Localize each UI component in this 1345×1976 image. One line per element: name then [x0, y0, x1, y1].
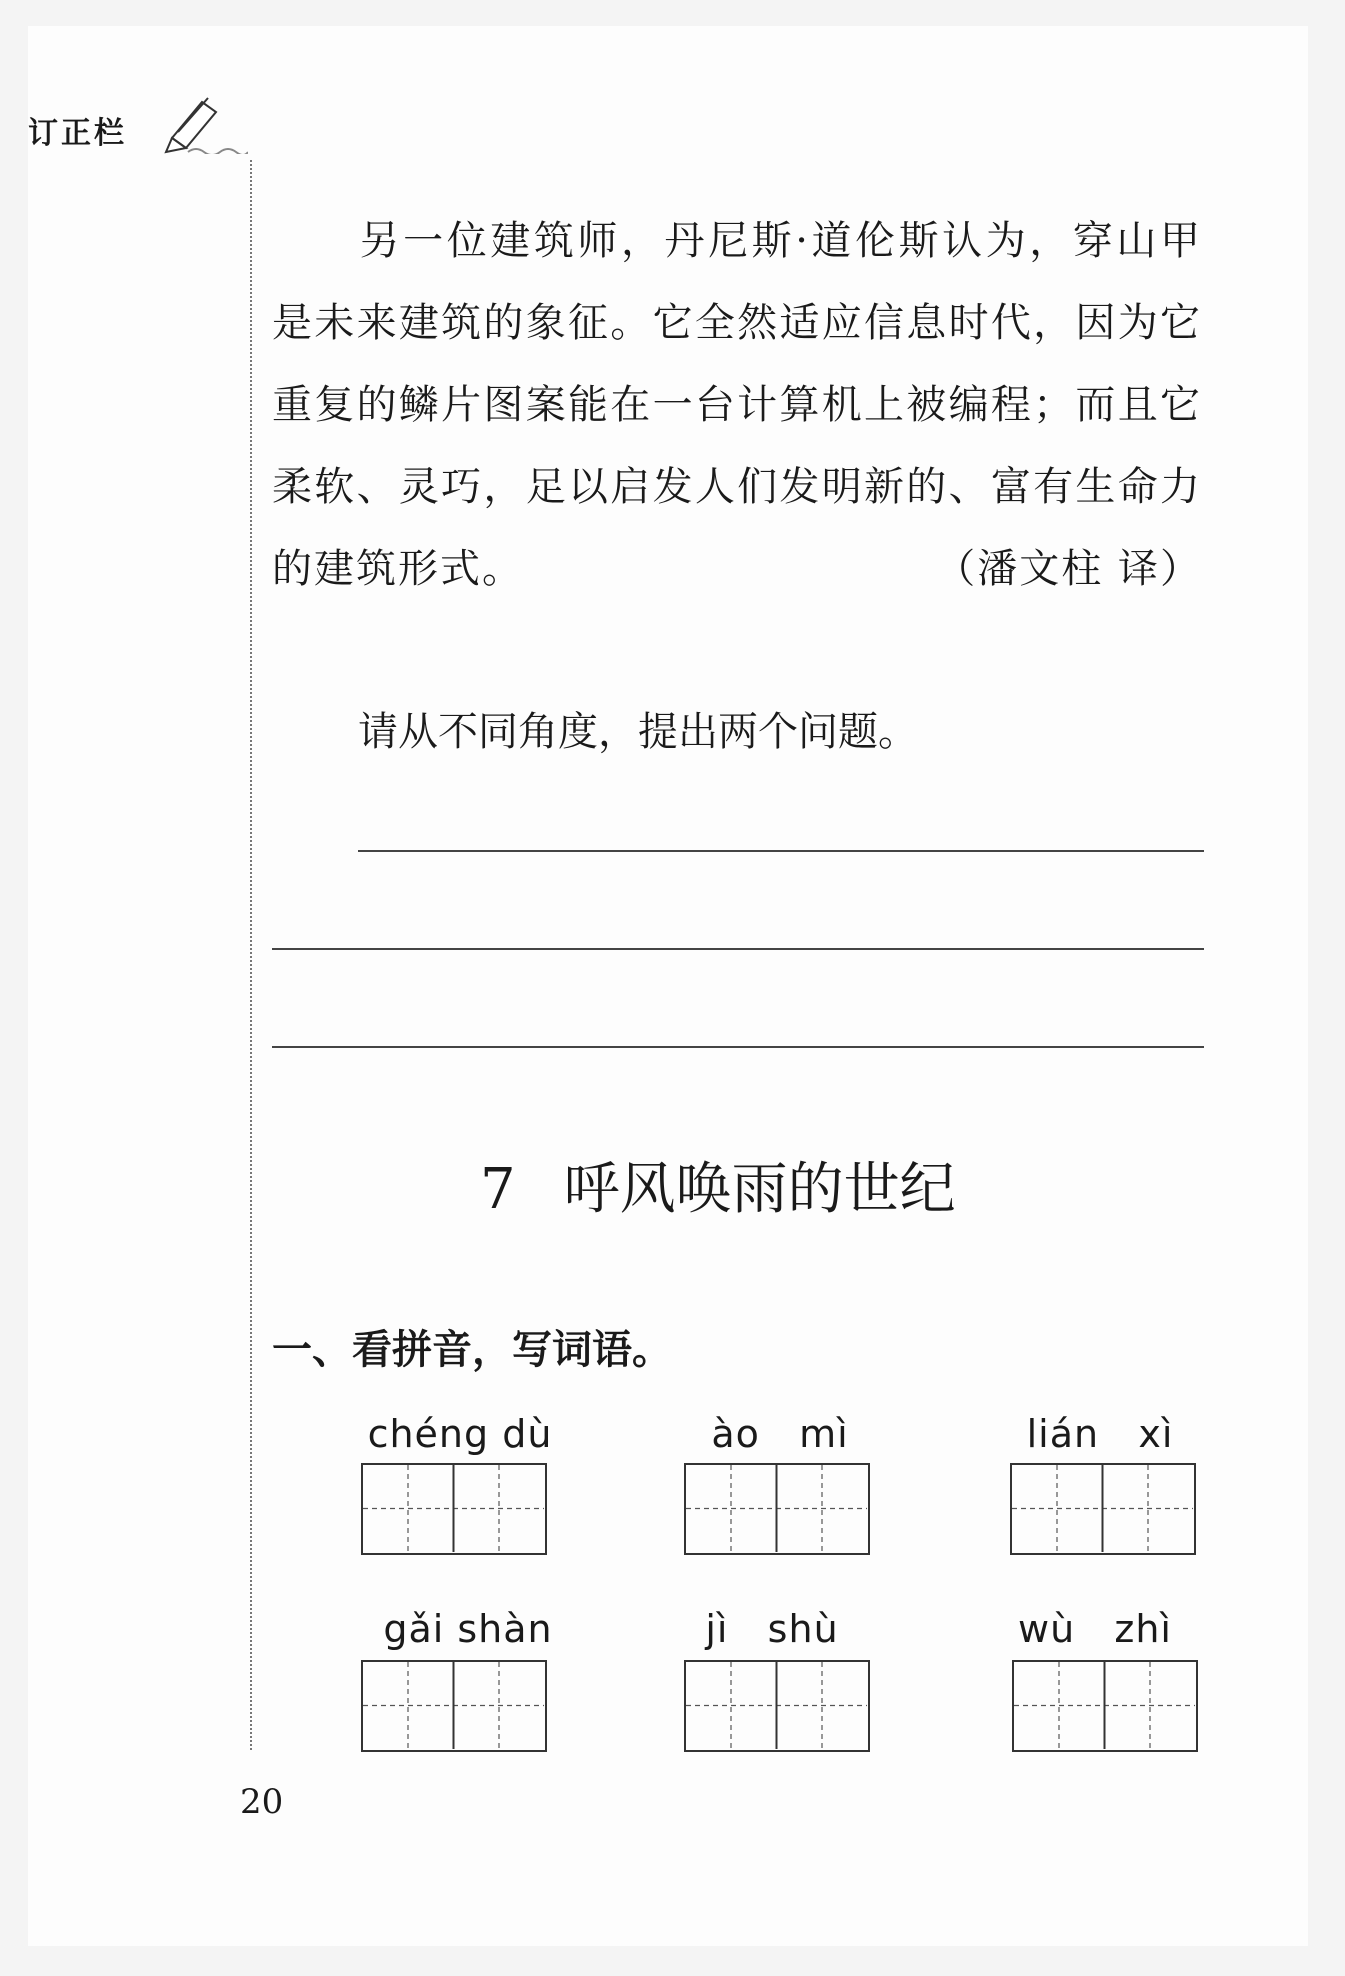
writing-grid[interactable] [684, 1660, 870, 1752]
reading-paragraph [272, 200, 1202, 610]
pinyin-label: gǎi shàn [383, 1607, 553, 1651]
answer-line[interactable] [358, 850, 1204, 852]
pinyin-label: wù zhì [1018, 1607, 1172, 1651]
writing-grid[interactable] [684, 1463, 870, 1555]
pinyin-label: chéng dù [367, 1412, 553, 1456]
exercise-heading: 一、看拼音，写词语。 [272, 1327, 672, 1373]
pinyin-label: lián xì [1026, 1412, 1174, 1456]
writing-grid[interactable] [1012, 1660, 1198, 1752]
answer-line[interactable] [272, 1046, 1204, 1048]
margin-divider [250, 160, 252, 1750]
pinyin-label: ào mì [711, 1412, 849, 1456]
writing-grid[interactable] [361, 1463, 547, 1555]
translator-credit: （潘文柱 译） [935, 546, 1202, 592]
correction-column-label: 订正栏 [28, 116, 127, 151]
paragraph-text: 另一位建筑师，丹尼斯·道伦斯认为，穿山甲是未来建筑的象征。它全然适应信息时代，因为它重复的鳞片图案能在一台计算机上被编程；而且它柔软、灵巧，足以启发人们发明新的、富有生命力的建筑形式。 [272, 218, 1202, 592]
writing-grid[interactable] [361, 1660, 547, 1752]
lesson-title [480, 1145, 956, 1225]
page-number: 20 [240, 1782, 284, 1822]
answer-line[interactable] [272, 948, 1204, 950]
pinyin-label: jì shù [705, 1607, 839, 1651]
writing-grid[interactable] [1010, 1463, 1196, 1555]
question-prompt: 请从不同角度，提出两个问题。 [358, 709, 918, 755]
lesson-title-text: 呼风唤雨的世纪 [563, 1157, 956, 1222]
pencil-icon [158, 94, 248, 154]
lesson-number: 7 [480, 1157, 516, 1222]
